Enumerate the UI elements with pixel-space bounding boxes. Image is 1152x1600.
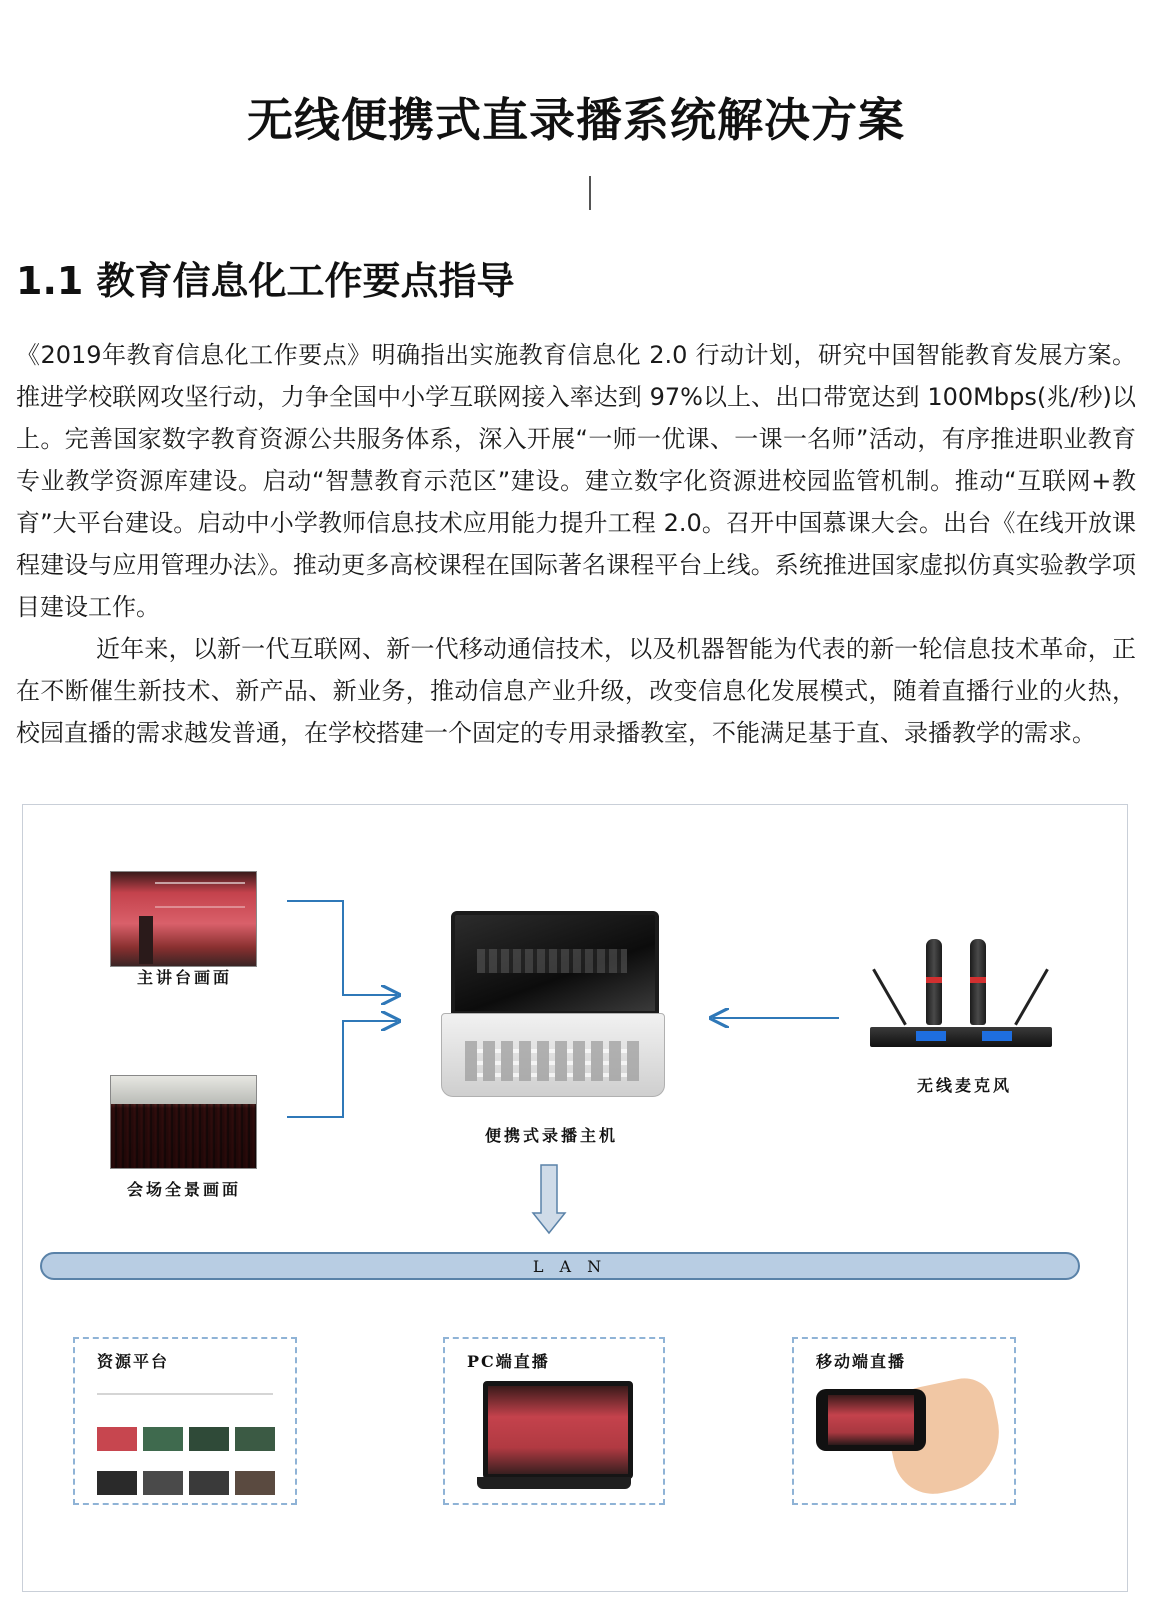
arrow-stage-to-host (287, 901, 397, 995)
host-keypad (465, 1041, 639, 1081)
document-title: 无线便携式直录播系统解决方案 (247, 93, 905, 147)
hall-roof (111, 1076, 256, 1104)
phone-image (816, 1389, 926, 1451)
thumbnail (189, 1427, 229, 1451)
web-header-bar (97, 1393, 273, 1395)
thumbnail (235, 1427, 275, 1451)
thumbnail (189, 1471, 229, 1495)
thumbnail (97, 1427, 137, 1451)
recording-host-image (441, 909, 663, 1095)
text-cursor (589, 176, 591, 210)
microphone-left (926, 939, 942, 1025)
thumbnail (143, 1471, 183, 1495)
antenna-left (872, 969, 907, 1026)
thumbnail (143, 1427, 183, 1451)
phone-screen (828, 1395, 914, 1445)
mobile-live-title: 移动端直播 (816, 1352, 907, 1371)
system-diagram (22, 804, 1128, 1592)
receiver-unit (870, 1027, 1052, 1047)
mobile-live-panel (792, 1337, 1016, 1505)
resource-platform-title: 资源平台 (97, 1352, 170, 1371)
receiver-display-left (916, 1031, 946, 1041)
speaker-figure (139, 916, 153, 964)
hall-caption: 会场全景画面 (127, 1180, 242, 1199)
thumbnail (235, 1471, 275, 1495)
stage-camera-image (110, 871, 257, 967)
pc-live-panel (443, 1337, 665, 1505)
host-caption: 便携式录播主机 (485, 1126, 619, 1145)
arrow-hall-to-host (287, 1021, 397, 1117)
hall-camera-image (110, 1075, 257, 1169)
microphone-right (970, 939, 986, 1025)
laptop-base (477, 1477, 631, 1489)
laptop-screen (483, 1381, 633, 1479)
section-heading: 1.1 教育信息化工作要点指导 (16, 259, 515, 303)
paragraph-1: 《2019年教育信息化工作要点》明确指出实施教育信息化 2.0 行动计划，研究中国智能教育发展方案。推进学校联网攻坚行动，力争全国中小学互联网接入率达到 97%以上、出口带宽达到 100Mbps(兆/秒)以上。完善国家数字教育资源公共服务体系，深入开展“一师一优课、一课一名师”活动，有序推进职业教育专业教学资源库建设。启动“智慧教育示范区”建设。建立数字化资源进校园监管机制。推动“互联网+教育”大平台建设。启动中小学教师信息技术应用能力提升工程 2.0。召开中国慕课大会。出台《在线开放课程建设与应用管理办法》。推动更多高校课程在国际著名课程平台上线。系统推进国家虚拟仿真实验教学项目建设工作。 (16, 341, 1136, 621)
antenna-right (1014, 969, 1049, 1026)
pc-live-title: PC端直播 (467, 1352, 550, 1371)
thumbnail (97, 1471, 137, 1495)
mic-caption: 无线麦克风 (917, 1076, 1013, 1095)
stage-caption: 主讲台画面 (137, 968, 233, 987)
resource-platform-panel (73, 1337, 297, 1505)
host-screen (451, 911, 659, 1015)
stage-banner (155, 882, 245, 908)
laptop-image (477, 1381, 631, 1493)
receiver-display-right (982, 1031, 1012, 1041)
wireless-mic-image (870, 925, 1052, 1055)
paragraph-2: 近年来，以新一代互联网、新一代移动通信技术，以及机器智能为代表的新一轮信息技术革命，正在不断催生新技术、新产品、新业务，推动信息产业升级，改变信息化发展模式，随着直播行业的火热，校园直播的需求越发普通，在学校搭建一个固定的专用录播教室，不能满足基于直、录播教学的需求。 (16, 635, 1136, 747)
lan-label: LAN (532, 1257, 618, 1276)
arrow-host-to-lan (533, 1165, 565, 1233)
